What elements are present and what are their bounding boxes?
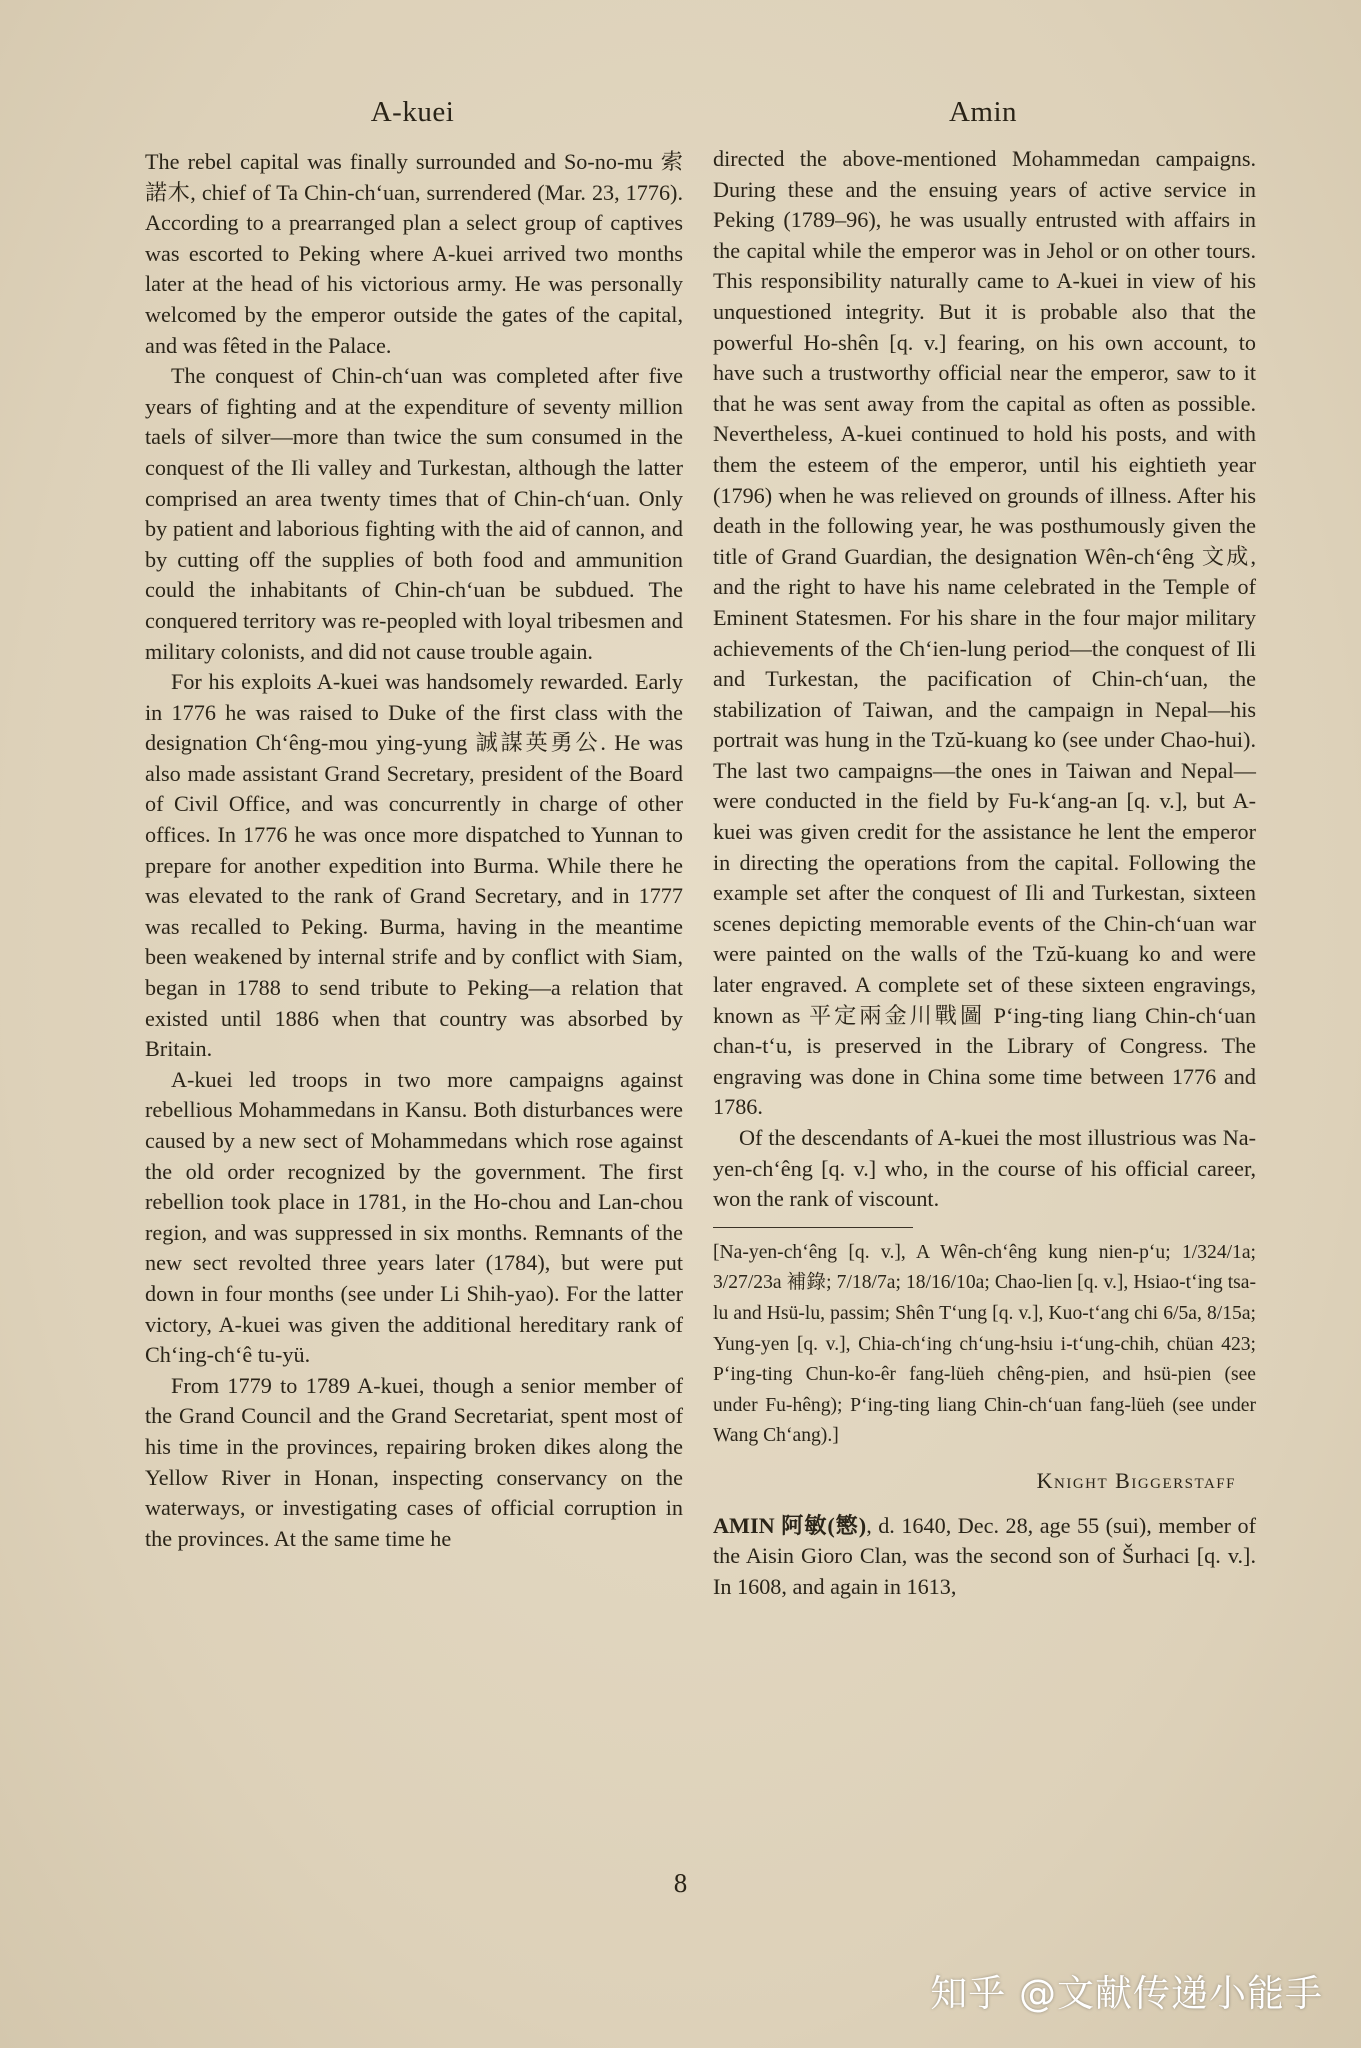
paragraph: The conquest of Chin-ch‘uan was completed after five years of fighting and at the expenditure of seventy million taels of silver—more than twice the sum consumed in the conquest of the Ili valley and Turkestan, although the latter comprised an area twenty times that of Chin-ch‘uan. Only by patient and laborious fighting with the aid of cannon, and by cutting off the supplies of both food and ammunition could the inhabitants of Chin-ch‘uan be subdued. The conquered territory was re-peopled with loyal tribesmen and military colonists, and did not cause trouble again. <box>145 363 683 664</box>
paragraph: A-kuei led troops in two more campaigns against rebellious Mohammedans in Kansu. Both disturbances were caused by a new sect of Mohammedans which rose against the old order recognized by the government. The first rebellion took place in 1781, in the Ho-chou and Lan-chou region, and was suppressed in six months. Remnants of the new sect revolted three years later (1784), but were put down in four months (see under Li Shih-yao). For the latter victory, A-kuei was given the additional hereditary rank of Ch‘ing-ch‘ê tu-yü. <box>145 1066 683 1368</box>
paragraph: For his exploits A-kuei was handsomely rewarded. Early in 1776 he was raised to Duke of the first class with the designation Ch‘êng-mou ying-yung 誠謀英勇公. He was also made assistant Grand Secretary, president of the Board of Civil Office, and was concurrently in charge of other offices. In 1776 he was once more dispatched to Yunnan to prepare for another expedition into Burma. While there he was elevated to the rank of Grand Secretary, and in 1777 was recalled to Peking. Burma, having in the meantime been weakened by internal strife and by conflict with Siam, began in 1788 to send tribute to Peking—a relation that existed until 1886 when that country was absorbed by Britain. <box>145 669 683 1062</box>
left-running-head: A-kuei <box>370 96 455 128</box>
paragraph: The rebel capital was finally surrounded and So-no-mu 索諾木, chief of Ta Chin-ch‘uan, surrendered (Mar. 23, 1776). According to a prearranged plan a select group of captives was escorted to Peking where A-kuei arrived two months later at the head of his victorious army. He was personally welcomed by the emperor outside the gates of the capital, and was fêted in the Palace. <box>145 149 683 358</box>
right-running-head: Amin <box>948 96 1018 128</box>
paragraph: From 1779 to 1789 A-kuei, though a senior member of the Grand Council and the Grand Secretariat, spent most of his time in the provinces, repairing broken dikes along the Yellow River in Honan, inspecting conservancy on the waterways, or investigating cases of official corruption in the provinces. At the same time he <box>145 1372 683 1551</box>
bibliography-divider <box>713 1227 913 1228</box>
paragraph: directed the above-mentioned Mohammedan campaigns. During these and the ensuing years of active service in Peking (1789–96), he was usually entrusted with affairs in the capital while the emperor was in Jehol or on other tours. This responsibility naturally came to A-kuei in view of his unquestioned integrity. But it is probable also that the powerful Ho-shên [q. v.] fearing, on his own account, to have such a trustworthy official near the emperor, saw to it that he was sent away from the capital as often as possible. Nevertheless, A-kuei continued to hold his posts, and with them the esteem of the emperor, until his eightieth year (1796) when he was relieved on grounds of illness. After his death in the following year, he was posthumously given the title of Grand Guardian, the designation Wên-ch‘êng 文成, and the right to have his name celebrated in the Temple of Eminent Statesmen. For his share in the four major military achievements of the Ch‘ien-lung period—the conquest of Ili and Turkestan, the pacification of Chin-ch‘uan, the stabilization of Taiwan, and the campaign in Nepal—his portrait was hung in the Tzŭ-kuang ko (see under Chao-hui). The last two campaigns—the ones in Taiwan and Nepal—were conducted in the field by Fu-k‘ang-an [q. v.], but A-kuei was given credit for the assistance he lent the emperor in directing the operations from the capital. Following the example set after the conquest of Ili and Turkestan, sixteen scenes depicting memorable events of the Chin-ch‘uan war were painted on the walls of the Tzŭ-kuang ko and were later engraved. A complete set of these sixteen engravings, known as 平定兩金川戰圖 P‘ing-ting liang Chin-ch‘uan chan-t‘u, is preserved in the Library of Congress. The engraving was done in China some time between 1776 and 1786. <box>713 146 1256 1120</box>
paragraph: Of the descendants of A-kuei the most illustrious was Na-yen-ch‘êng [q. v.] who, in the course of his official career, won the rank of viscount. <box>713 1125 1256 1212</box>
entry-text: , d. 1640, Dec. 28, age 55 (sui), member of the Aisin Gioro Clan, was the second son of Šurhaci [q. v.]. In 1608, and again in 1613, <box>713 1512 1256 1599</box>
bibliography: [Na-yen-ch‘êng [q. v.], A Wên-ch‘êng kung nien-p‘u; 1/324/1a; 3/27/23a 補錄; 7/18/7a; 18/16/10a; Chao-lien [q. v.], Hsiao-t‘ing tsa-lu and Hsü-lu, passim; Shên T‘ung [q. v.], Kuo-t‘ang chi 6/5a, 8/15a; Yung-yen [q. v.], Chia-ch‘ing ch‘ung-hsiu i-t‘ung-chih, chüan 423; P‘ing-ting Chun-ko-êr fang-lüeh chêng-pien, and hsü-pien (see under Fu-hêng); P‘ing-ting liang Chin-ch‘uan fang-lüeh (see under Wang Ch‘ang).] <box>713 1241 1256 1447</box>
left-text-column <box>145 147 683 1554</box>
entry-headword: AMIN 阿敏(慜) <box>713 1512 867 1538</box>
author-signature: Knight Biggerstaff <box>1036 1467 1236 1493</box>
biography-entry-start <box>713 1511 1256 1603</box>
page-number: 8 <box>673 1868 688 1898</box>
zhihu-watermark: 知乎 @文献传递小能手 <box>930 1972 1323 2015</box>
right-text-column <box>713 144 1256 1602</box>
